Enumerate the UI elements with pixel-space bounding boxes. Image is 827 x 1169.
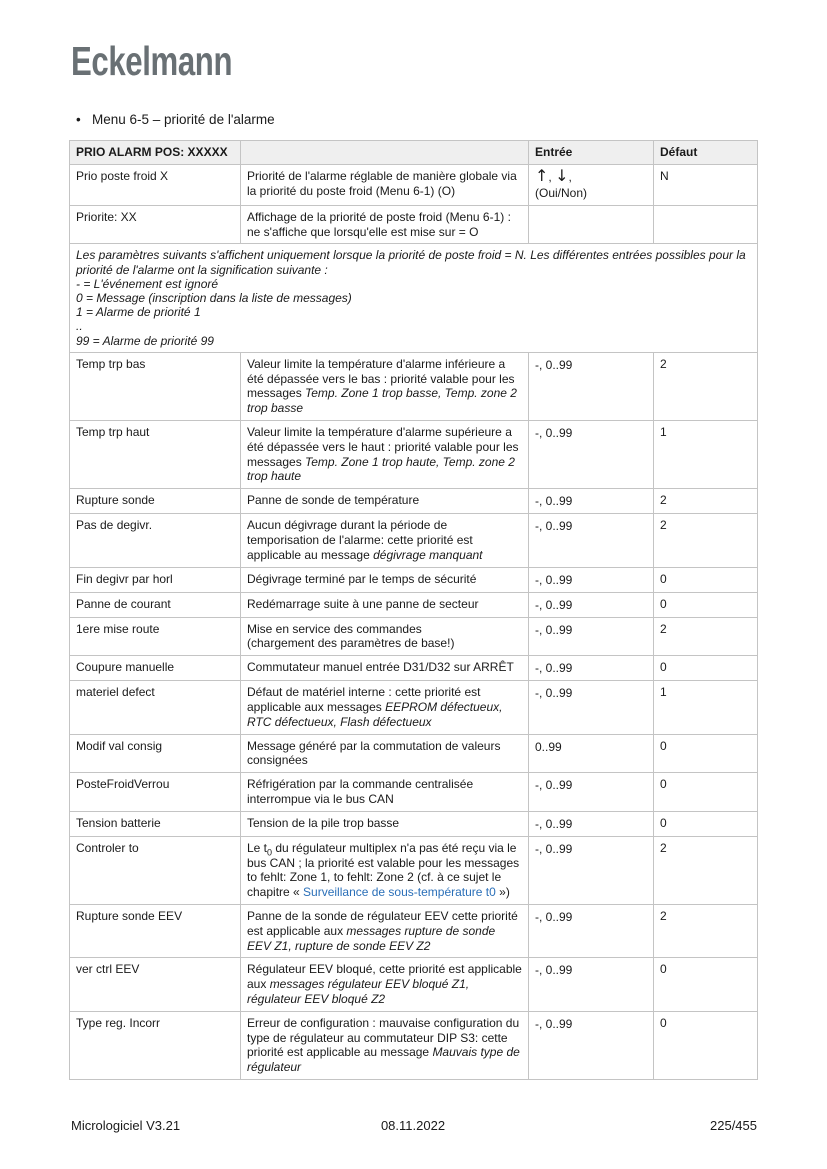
desc-cell xyxy=(241,489,529,514)
table-row xyxy=(70,205,758,244)
desc-cell xyxy=(241,681,529,734)
text-segment: messages rupture de sonde EEV Z1, rupture de sonde EEV Z2 xyxy=(247,923,496,953)
prio-table-body xyxy=(70,164,758,1079)
text-segment: Tension batterie xyxy=(76,815,161,830)
defaut-cell xyxy=(654,567,758,592)
defaut-cell xyxy=(654,811,758,836)
text-segment: Mise en service des commandes xyxy=(247,621,422,636)
text-segment: Panne de la sonde de régulateur EEV cette priorité est applicable aux xyxy=(247,908,518,938)
param-cell xyxy=(70,656,241,681)
header-entree: Entrée xyxy=(529,141,654,165)
text-segment: 2 xyxy=(660,518,667,533)
param-cell xyxy=(70,567,241,592)
entree-cell xyxy=(529,811,654,836)
text-segment: -, 0..99 xyxy=(535,686,573,701)
table-row xyxy=(70,514,758,567)
footer-version: Micrologiciel V3.21 xyxy=(71,1118,181,1133)
text-segment: ») xyxy=(495,885,510,900)
text-segment: materiel defect xyxy=(76,685,155,700)
param-cell xyxy=(70,734,241,773)
param-cell xyxy=(70,836,241,904)
desc-cell xyxy=(241,567,529,592)
arrow-down-icon: ↓ xyxy=(555,165,569,185)
text-segment: Temp trp bas xyxy=(76,356,146,371)
entree-cell xyxy=(529,489,654,514)
text-segment: Aucun dégivrage durant la période de temporisation de l'alarme: cette priorité est applicable au message xyxy=(247,518,473,562)
table-row xyxy=(70,656,758,681)
table-row xyxy=(70,681,758,734)
text-segment: -, 0..99 xyxy=(535,778,573,793)
text-segment: 1 xyxy=(660,425,667,439)
text-segment: -, 0..99 xyxy=(535,519,573,534)
text-segment: (chargement des paramètres de base!) xyxy=(247,636,455,651)
note-line: 99 = Alarme de priorité 99 xyxy=(76,333,214,348)
prio-table xyxy=(69,140,758,1080)
text-segment: 1ere mise route xyxy=(76,621,160,636)
table-row xyxy=(70,352,758,420)
table-row xyxy=(70,421,758,489)
entree-cell xyxy=(529,164,654,205)
text-segment: -, 0..99 xyxy=(535,816,573,831)
table-row xyxy=(70,904,758,957)
chapter-link[interactable]: Surveillance de sous-température t0 xyxy=(303,885,496,900)
text-segment: Message généré par la commutation de valeurs consignées xyxy=(247,738,501,768)
note-line: 0 = Message (inscription dans la liste de messages) xyxy=(76,291,352,305)
text-segment: Régulateur EEV bloqué, cette priorité est applicable aux xyxy=(247,962,522,992)
table-row xyxy=(70,1011,758,1079)
text-segment: 0 xyxy=(660,571,667,586)
text-segment: -, 0..99 xyxy=(535,494,573,509)
desc-cell xyxy=(241,773,529,812)
text-segment: 0..99 xyxy=(535,739,562,754)
defaut-cell xyxy=(654,617,758,656)
param-cell xyxy=(70,489,241,514)
text-segment: , xyxy=(568,169,572,184)
text-segment: -, 0..99 xyxy=(535,622,573,637)
note-line: .. xyxy=(76,319,83,334)
note-text xyxy=(70,244,758,352)
table-row xyxy=(70,734,758,773)
table-row xyxy=(70,592,758,617)
text-segment: -, 0..99 xyxy=(535,841,573,856)
text-segment: 2 xyxy=(660,621,667,636)
text-segment: , xyxy=(548,169,556,184)
text-segment: 2 xyxy=(660,493,667,508)
text-segment: Valeur limite la température d'alarme inférieure a été dépassée vers le bas : priorité valable pour les messages xyxy=(247,356,515,401)
desc-cell xyxy=(241,592,529,617)
entree-cell xyxy=(529,205,654,244)
param-cell xyxy=(70,617,241,656)
menu-bullet xyxy=(76,112,275,127)
defaut-cell xyxy=(654,681,758,734)
text-segment: -, 0..99 xyxy=(535,909,573,924)
defaut-cell xyxy=(654,514,758,567)
param-cell xyxy=(70,811,241,836)
desc-cell xyxy=(241,836,529,904)
footer-date: 08.11.2022 xyxy=(380,1118,446,1133)
desc-cell xyxy=(241,1011,529,1079)
desc-cell xyxy=(241,734,529,773)
text-segment: messages régulateur EEV bloqué Z1, régulateur EEV bloqué Z2 xyxy=(247,977,470,1006)
param-cell xyxy=(70,164,241,205)
text-segment: 0 xyxy=(660,815,667,830)
entree-cell xyxy=(529,734,654,773)
text-segment: Temp. Zone 1 trop basse, Temp. zone 2 trop basse xyxy=(247,386,517,416)
text-segment: 0 xyxy=(660,660,667,675)
param-cell xyxy=(70,352,241,420)
text-segment: Panne de courant xyxy=(76,596,171,611)
defaut-cell xyxy=(654,205,758,244)
defaut-cell xyxy=(654,489,758,514)
text-segment: -, 0..99 xyxy=(535,1016,573,1031)
footer-page-number: 225/455 xyxy=(710,1118,757,1133)
text-segment: 0 xyxy=(267,847,273,858)
param-cell xyxy=(70,205,241,244)
table-row xyxy=(70,617,758,656)
param-cell xyxy=(70,1011,241,1079)
table-row xyxy=(70,836,758,904)
note-row xyxy=(70,244,758,352)
entree-cell xyxy=(529,592,654,617)
text-segment: du régulateur multiplex n'a pas été reçu via le bus CAN ; la priorité est valable pour les messages to fehlt: Zone 1, to fehlt: Zone 2 (cf. à ce sujet le chapitre « xyxy=(247,840,520,900)
text-segment: Controler to xyxy=(76,840,139,855)
text-segment: Affichage de la priorité de poste froid (Menu 6-1) : ne s'affiche que lorsqu'elle est mise sur = O xyxy=(247,209,511,239)
header-defaut: Défaut xyxy=(654,141,758,165)
note-line: 1 = Alarme de priorité 1 xyxy=(76,305,201,320)
text-segment: Valeur limite la température d'alarme supérieure a été dépassée vers le haut : priorité valable pour les messages xyxy=(247,425,519,469)
text-segment: Le t xyxy=(247,840,268,855)
desc-cell xyxy=(241,352,529,420)
text-segment: 0 xyxy=(660,962,667,977)
desc-cell xyxy=(241,958,529,1011)
entree-cell xyxy=(529,836,654,904)
param-cell xyxy=(70,958,241,1011)
text-segment: Tension de la pile trop basse xyxy=(247,815,400,830)
entree-cell xyxy=(529,904,654,957)
defaut-cell xyxy=(654,1011,758,1079)
table-row xyxy=(70,164,758,205)
table-row xyxy=(70,958,758,1011)
param-cell xyxy=(70,681,241,734)
desc-cell xyxy=(241,904,529,957)
desc-cell xyxy=(241,656,529,681)
entree-cell xyxy=(529,617,654,656)
header-description xyxy=(241,141,529,165)
note-line: - = L'événement est ignoré xyxy=(76,276,219,291)
text-segment: Commutateur manuel entrée D31/D32 sur ARRÊT xyxy=(247,660,514,675)
desc-cell xyxy=(241,421,529,489)
desc-cell xyxy=(241,514,529,567)
text-segment: Rupture sonde EEV xyxy=(76,908,183,923)
defaut-cell xyxy=(654,656,758,681)
text-segment: PosteFroidVerrou xyxy=(76,777,170,792)
param-cell xyxy=(70,904,241,957)
text-segment: Temp trp haut xyxy=(76,425,150,439)
defaut-cell xyxy=(654,958,758,1011)
text-segment: Priorite: XX xyxy=(76,209,137,224)
text-segment: Modif val consig xyxy=(76,738,163,753)
text-segment: Mauvais type de régulateur xyxy=(247,1045,520,1075)
desc-cell xyxy=(241,205,529,244)
text-segment: Coupure manuelle xyxy=(76,660,175,675)
text-segment: (Oui/Non) xyxy=(535,185,588,200)
text-segment: -, 0..99 xyxy=(535,572,573,587)
table-row xyxy=(70,489,758,514)
desc-cell xyxy=(241,811,529,836)
entree-cell xyxy=(529,514,654,567)
text-segment: -, 0..99 xyxy=(535,661,573,676)
text-segment: dégivrage manquant xyxy=(373,547,483,562)
text-segment: Dégivrage terminé par le temps de sécurité xyxy=(247,571,477,586)
arrow-up-icon: ↑ xyxy=(535,165,549,185)
table-row xyxy=(70,567,758,592)
text-segment: Panne de sonde de température xyxy=(247,493,420,508)
text-segment: Temp. Zone 1 trop haute, Temp. zone 2 trop haute xyxy=(247,454,515,484)
table-row xyxy=(70,773,758,812)
text-segment: Redémarrage suite à une panne de secteur xyxy=(247,596,479,611)
text-segment: 2 xyxy=(660,840,667,855)
text-segment: 2 xyxy=(660,356,667,371)
param-cell xyxy=(70,421,241,489)
text-segment: ver ctrl EEV xyxy=(76,962,140,977)
text-segment: 0 xyxy=(660,596,667,611)
defaut-cell xyxy=(654,836,758,904)
bullet-icon: • xyxy=(76,112,81,127)
desc-cell xyxy=(241,164,529,205)
text-segment: N xyxy=(660,168,669,183)
text-segment: -, 0..99 xyxy=(535,963,573,978)
entree-cell xyxy=(529,352,654,420)
entree-cell xyxy=(529,958,654,1011)
defaut-cell xyxy=(654,904,758,957)
text-segment: Fin degivr par horl xyxy=(76,571,173,586)
text-segment: 0 xyxy=(660,1015,667,1030)
defaut-cell xyxy=(654,421,758,489)
param-cell xyxy=(70,773,241,812)
entree-cell xyxy=(529,567,654,592)
table-header-row xyxy=(70,141,758,165)
desc-cell xyxy=(241,617,529,656)
text-segment: Pas de degivr. xyxy=(76,518,153,533)
defaut-cell xyxy=(654,352,758,420)
param-cell xyxy=(70,592,241,617)
text-segment: 2 xyxy=(660,908,667,923)
note-line: Les paramètres suivants s'affichent uniquement lorsque la priorité de poste froid = N. Les différentes entrées possibles pour la priorité de l'alarme ont la signification suivante : xyxy=(76,248,746,277)
text-segment: -, 0..99 xyxy=(535,597,573,612)
text-segment: Priorité de l'alarme réglable de manière globale via la priorité du poste froid (Menu 6-1) (O) xyxy=(247,168,517,198)
text-segment: -, 0..99 xyxy=(535,426,573,440)
header-param: PRIO ALARM POS: XXXXX xyxy=(70,141,241,165)
entree-cell xyxy=(529,656,654,681)
entree-cell xyxy=(529,421,654,489)
param-cell xyxy=(70,514,241,567)
defaut-cell xyxy=(654,734,758,773)
menu-bullet-label: Menu 6-5 – priorité de l'alarme xyxy=(92,112,275,127)
text-segment: Prio poste froid X xyxy=(76,168,169,183)
text-segment: 1 xyxy=(660,685,667,700)
text-segment: -, 0..99 xyxy=(535,357,573,372)
text-segment: Type reg. Incorr xyxy=(76,1015,161,1030)
text-segment: EEPROM défectueux, RTC défectueux, Flash défectueux xyxy=(247,699,503,729)
text-segment: 0 xyxy=(660,777,667,792)
text-segment: Défaut de matériel interne : cette priorité est applicable aux messages xyxy=(247,685,481,714)
defaut-cell xyxy=(654,164,758,205)
table-row xyxy=(70,811,758,836)
defaut-cell xyxy=(654,773,758,812)
entree-cell xyxy=(529,773,654,812)
entree-cell xyxy=(529,681,654,734)
text-segment: Erreur de configuration : mauvaise configuration du type de régulateur au commutateur DIP S3: cette priorité est applicable au message xyxy=(247,1015,520,1060)
text-segment: 0 xyxy=(660,738,667,753)
entree-cell xyxy=(529,1011,654,1079)
text-segment: Rupture sonde xyxy=(76,493,155,508)
text-segment: Réfrigération par la commande centralisée interrompue via le bus CAN xyxy=(247,777,474,806)
logo: Eckelmann xyxy=(71,38,233,84)
defaut-cell xyxy=(654,592,758,617)
